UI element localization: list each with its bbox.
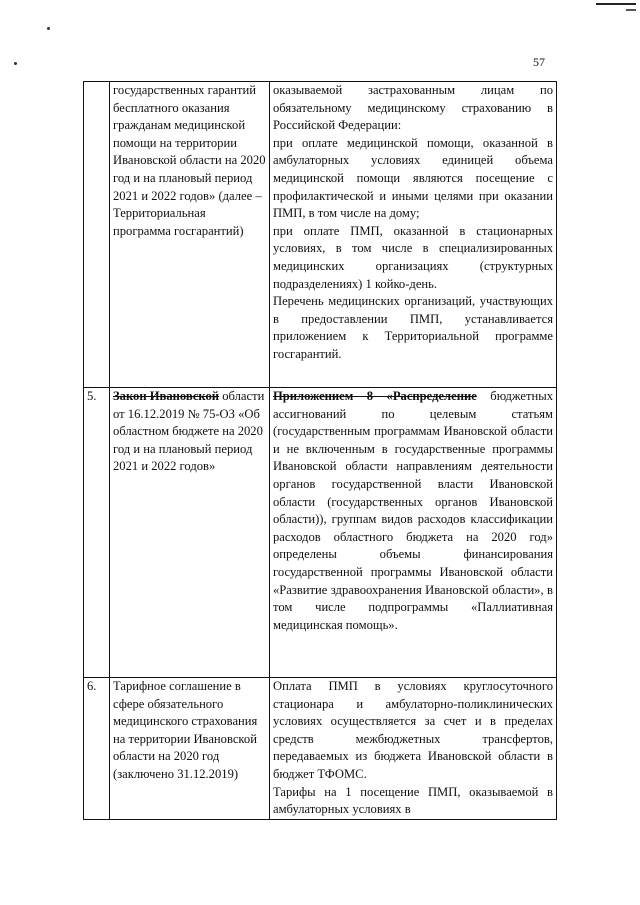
paragraph: Перечень медицинских организаций, участвующих в предоставлении ПМП, устанавливается приложением к Территориальной программе госгарантий. bbox=[273, 294, 553, 361]
paragraph: оказываемой застрахованным лицам по обязательному медицинскому страхованию в Российской Федерации: bbox=[273, 83, 553, 133]
row-description bbox=[270, 82, 557, 388]
paragraph: при оплате ПМП, оказанной в стационарных условиях, в том числе в специализированных медицинских организациях (структурных подразделениях) 1 койко-день. bbox=[273, 223, 553, 291]
scan-dot bbox=[14, 62, 17, 65]
document-name: Тарифное соглашение в сфере обязательного медицинского страхования на территории Ивановской области на 2020 год (заключено 31.12.2019) bbox=[110, 678, 270, 820]
row-number: 5. bbox=[84, 388, 110, 678]
row-description bbox=[270, 388, 557, 678]
paragraph: Оплата ПМП в условиях круглосуточного стационара и амбулаторно-поликлинических условиях осуществляется за счет и в пределах средств межбюджетных трансфертов, передаваемых из бюджета Ивановской области в бюджет ТФОМС. bbox=[273, 679, 553, 781]
scan-dot bbox=[47, 27, 50, 30]
paragraph: Тарифы на 1 посещение ПМП, оказываемой в амбулаторных условиях в bbox=[273, 784, 553, 817]
document-name-rest: области от 16.12.2019 № 75-ОЗ «Об областном бюджете на 2020 год и на плановый период 2021 и 2022 годов» bbox=[113, 389, 265, 474]
paragraph: при оплате медицинской помощи, оказанной в амбулаторных условиях единицей объема медицинской помощи являются посещение с профилактической и иными целями при оказании ПМП, в том числе на дому; bbox=[273, 135, 553, 221]
row-description bbox=[270, 678, 557, 820]
scan-mark bbox=[626, 9, 636, 11]
document-name bbox=[110, 388, 270, 678]
row-number bbox=[84, 82, 110, 388]
document-table bbox=[83, 81, 557, 820]
table-row bbox=[84, 678, 557, 820]
struck-text: Закон Ивановской bbox=[113, 389, 220, 403]
table-row bbox=[84, 82, 557, 388]
page-number: 57 bbox=[533, 55, 545, 69]
paragraph: бюджетных ассигнований по целевым статьям (государственным программам Ивановской области и не включенным в государственные программы Ивановской области направлениям деятельности органов государственной власти Ивановской области (государственных органов Ивановской области)), группам видов расходов классификации расходов областного бюджета на 2020 год» определены объемы финансирования государственной программы Ивановской области «Развитие здравоохранения Ивановской области», в том числе подпрограммы «Паллиативная медицинская помощь». bbox=[273, 389, 553, 632]
row-number: 6. bbox=[84, 678, 110, 820]
document-name: государственных гарантий бесплатного оказания гражданам медицинской помощи на территории Ивановской области на 2020 год и на плановый период 2021 и 2022 годов» (далее – Территориальная программа госгарантий) bbox=[110, 82, 270, 388]
table-row bbox=[84, 388, 557, 678]
struck-text: Приложением 8 «Распределение bbox=[273, 389, 477, 403]
scan-mark bbox=[596, 3, 636, 5]
